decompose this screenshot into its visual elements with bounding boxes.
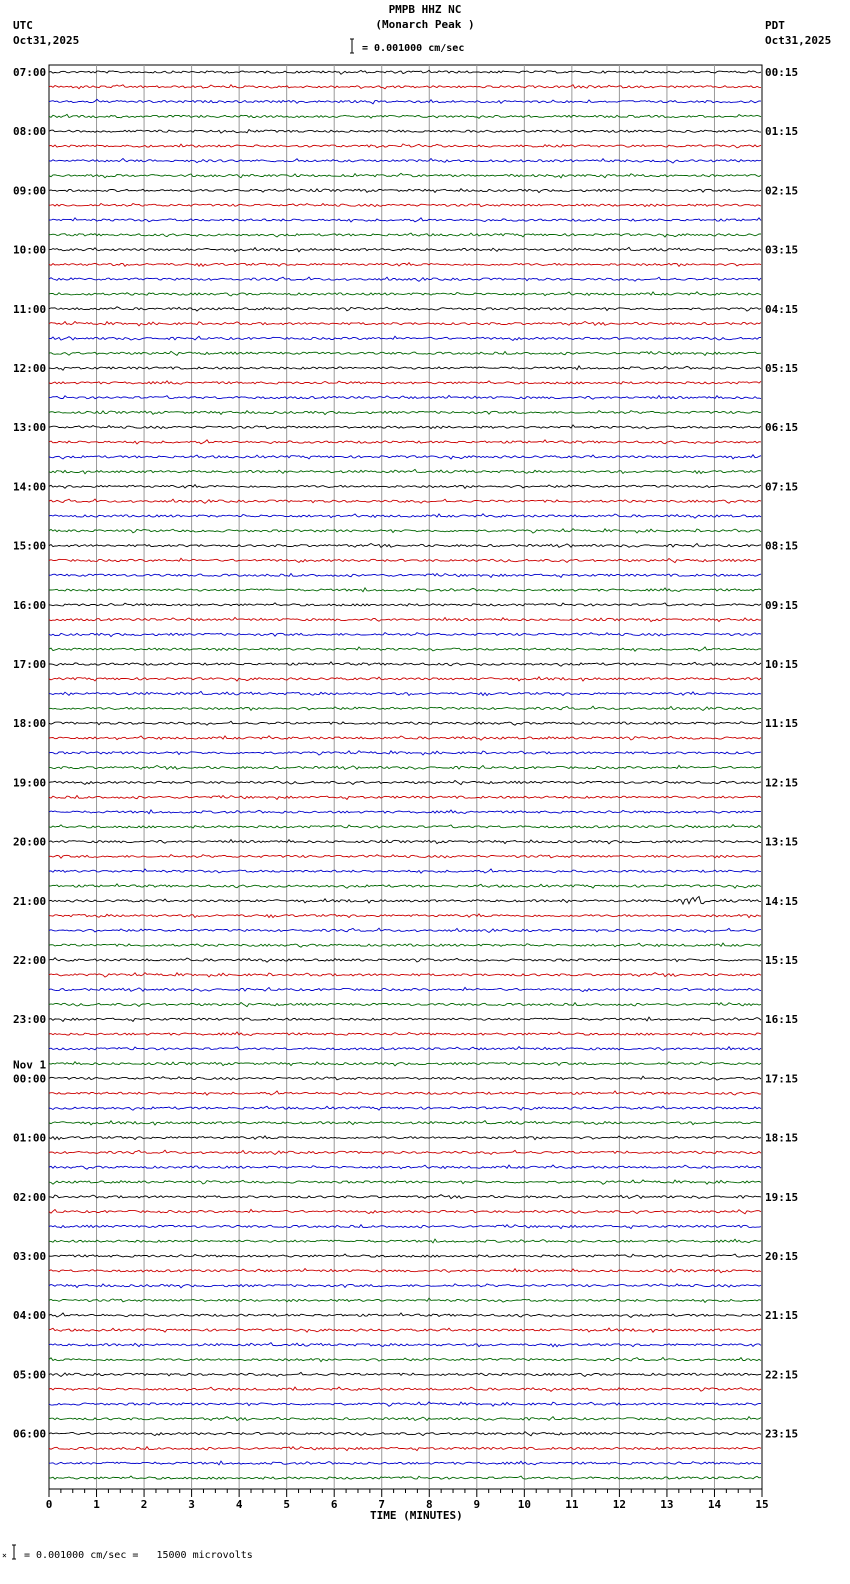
seismic-trace xyxy=(49,425,761,429)
seismic-trace xyxy=(49,603,761,606)
seismic-trace xyxy=(49,366,761,370)
seismic-trace xyxy=(49,469,761,473)
utc-time-label: 17:00 xyxy=(13,658,47,671)
seismic-trace xyxy=(49,588,761,592)
x-tick-label: 9 xyxy=(473,1498,481,1511)
seismic-trace xyxy=(49,897,761,905)
seismic-trace xyxy=(49,1387,761,1391)
seismic-trace xyxy=(49,1003,761,1007)
seismic-trace xyxy=(49,781,761,785)
seismic-trace xyxy=(49,1209,761,1213)
pdt-time-label: 00:15 xyxy=(765,66,799,79)
x-tick-label: 13 xyxy=(660,1498,674,1511)
seismic-trace xyxy=(49,1225,761,1229)
utc-time-label: 14:00 xyxy=(13,480,47,494)
seismic-trace xyxy=(49,1343,761,1347)
seismic-trace xyxy=(49,736,761,740)
seismic-trace xyxy=(49,869,761,873)
seismic-trace xyxy=(49,1357,761,1361)
seismic-trace xyxy=(49,1402,761,1406)
x-tick-label: 0 xyxy=(45,1498,53,1511)
seismic-trace xyxy=(49,85,761,89)
x-tick-label: 14 xyxy=(707,1498,722,1511)
seismic-trace xyxy=(49,130,761,134)
pdt-time-label: 11:15 xyxy=(765,717,799,731)
right-date: Oct31,2025 xyxy=(765,34,832,47)
utc-time-label: 10:00 xyxy=(13,243,47,257)
seismic-trace xyxy=(49,159,761,164)
pdt-time-label: 18:15 xyxy=(765,1131,799,1145)
station-title: PMPB HHZ NC xyxy=(388,3,462,16)
x-tick-label: 1 xyxy=(93,1498,100,1511)
pdt-time-label: 06:15 xyxy=(765,421,799,435)
pdt-time-label: 09:15 xyxy=(765,598,799,612)
seismic-trace xyxy=(49,144,761,148)
seismic-trace xyxy=(49,499,761,503)
seismic-trace xyxy=(49,928,761,932)
footer-scale-note: = 0.001000 cm/sec = 15000 microvolts xyxy=(24,1550,253,1561)
seismic-trace xyxy=(49,1165,761,1169)
seismic-trace xyxy=(49,189,761,193)
x-tick-label: 12 xyxy=(612,1498,627,1511)
x-tick-label: 3 xyxy=(188,1498,195,1511)
seismic-trace xyxy=(49,1313,761,1317)
seismic-trace xyxy=(49,840,761,844)
seismic-trace xyxy=(49,574,761,578)
x-axis-label: TIME (MINUTES) xyxy=(370,1509,463,1522)
left-date: Oct31,2025 xyxy=(13,34,80,47)
utc-time-label: 02:00 xyxy=(13,1190,47,1204)
seismic-trace xyxy=(49,691,761,695)
pdt-time-label: 21:15 xyxy=(765,1309,799,1323)
seismic-trace xyxy=(49,411,761,415)
utc-time-label: 20:00 xyxy=(13,835,47,849)
seismic-trace xyxy=(49,351,761,355)
seismic-trace xyxy=(49,544,761,548)
pdt-time-label: 07:15 xyxy=(765,480,799,494)
seismic-trace xyxy=(49,796,761,800)
utc-time-label: 04:00 xyxy=(13,1309,47,1323)
seismic-trace xyxy=(49,1062,761,1066)
seismic-trace xyxy=(49,1047,761,1051)
utc-time-label: 01:00 xyxy=(13,1131,47,1145)
pdt-time-label: 20:15 xyxy=(765,1250,799,1263)
utc-time-label: 12:00 xyxy=(13,362,47,375)
utc-time-label: 11:00 xyxy=(13,302,47,316)
utc-time-label: 13:00 xyxy=(13,421,47,435)
pdt-time-label: 04:15 xyxy=(765,302,799,316)
pdt-time-label: 01:15 xyxy=(765,125,799,139)
seismic-trace xyxy=(49,381,761,385)
seismic-trace xyxy=(49,1195,761,1199)
utc-time-label: 19:00 xyxy=(13,776,47,790)
seismic-trace xyxy=(49,1076,761,1080)
x-tick-label: 7 xyxy=(378,1498,386,1511)
seismic-trace xyxy=(49,247,761,251)
seismic-trace xyxy=(49,677,761,681)
utc-time-label: 22:00 xyxy=(13,954,47,967)
utc-time-label: 23:00 xyxy=(13,1013,47,1027)
seismic-trace xyxy=(49,884,761,888)
pdt-time-label: 16:15 xyxy=(765,1013,799,1027)
seismic-trace xyxy=(49,514,761,518)
scale-label: = 0.001000 cm/sec xyxy=(362,43,465,54)
seismic-trace xyxy=(49,1091,761,1095)
footer-mark: × xyxy=(2,1551,7,1560)
seismic-trace xyxy=(49,825,761,828)
pdt-time-label: 05:15 xyxy=(765,362,799,375)
x-tick-label: 10 xyxy=(517,1498,531,1511)
seismic-trace xyxy=(49,765,761,769)
seismic-trace xyxy=(49,558,761,562)
x-tick-label: 15 xyxy=(755,1498,769,1511)
pdt-time-label: 23:15 xyxy=(765,1427,799,1441)
seismic-trace xyxy=(49,855,761,859)
utc-time-label: 21:00 xyxy=(13,894,47,908)
pdt-time-label: 12:15 xyxy=(765,776,799,790)
seismic-trace xyxy=(49,1121,761,1125)
seismic-trace xyxy=(49,943,761,947)
pdt-time-label: 08:15 xyxy=(765,539,799,553)
seismic-trace xyxy=(49,233,761,237)
seismic-trace xyxy=(49,203,761,206)
seismic-trace xyxy=(49,277,761,281)
pdt-time-label: 10:15 xyxy=(765,658,799,671)
utc-time-label: 15:00 xyxy=(13,539,47,553)
pdt-time-label: 02:15 xyxy=(765,184,799,198)
seismic-trace xyxy=(49,721,761,725)
utc-time-label: 08:00 xyxy=(13,125,47,139)
seismic-trace xyxy=(49,263,761,267)
seismic-trace xyxy=(49,322,761,326)
pdt-time-label: 03:15 xyxy=(765,243,799,257)
seismic-trace xyxy=(49,1447,761,1451)
seismic-trace xyxy=(49,1461,761,1465)
seismic-trace xyxy=(49,987,761,991)
utc-time-label: 09:00 xyxy=(13,184,47,198)
seismic-trace xyxy=(49,485,761,489)
pdt-time-label: 17:15 xyxy=(765,1072,799,1086)
x-tick-label: 5 xyxy=(283,1498,290,1511)
seismic-trace xyxy=(49,1136,761,1140)
seismic-trace xyxy=(49,1106,761,1110)
seismic-trace xyxy=(49,1239,761,1243)
seismic-trace xyxy=(49,914,761,918)
seismic-trace xyxy=(49,662,761,666)
pdt-time-label: 14:15 xyxy=(765,894,799,908)
seismic-trace xyxy=(49,751,761,755)
seismic-trace xyxy=(49,633,761,637)
utc-time-label: 16:00 xyxy=(13,598,47,612)
seismic-trace xyxy=(49,114,761,118)
right-timezone: PDT xyxy=(765,19,785,32)
pdt-time-label: 13:15 xyxy=(765,835,799,849)
seismic-trace xyxy=(49,958,761,962)
seismic-trace xyxy=(49,99,761,103)
seismic-trace xyxy=(49,455,761,459)
seismic-trace xyxy=(49,529,761,533)
seismic-trace xyxy=(49,70,761,74)
seismic-trace xyxy=(49,395,761,399)
seismic-trace xyxy=(49,617,761,621)
seismic-trace xyxy=(49,440,761,444)
seismic-trace xyxy=(49,810,761,814)
x-tick-label: 8 xyxy=(425,1498,433,1511)
utc-time-label: 05:00 xyxy=(13,1368,47,1382)
seismic-trace xyxy=(49,173,761,178)
seismic-trace xyxy=(49,1269,761,1273)
seismic-trace xyxy=(49,1372,761,1376)
date-change-label: Nov 1 xyxy=(13,1058,47,1072)
seismic-trace xyxy=(49,1417,761,1421)
seismic-trace xyxy=(49,647,761,651)
seismic-trace xyxy=(49,1032,761,1036)
seismic-trace xyxy=(49,1180,761,1184)
pdt-time-label: 22:15 xyxy=(765,1368,799,1382)
seismic-trace xyxy=(49,1017,761,1021)
seismic-trace xyxy=(49,218,761,222)
seismic-trace xyxy=(49,336,761,340)
x-tick-label: 11 xyxy=(565,1498,579,1511)
seismic-trace xyxy=(49,292,761,296)
pdt-time-label: 19:15 xyxy=(765,1190,799,1204)
utc-time-label: 07:00 xyxy=(13,66,47,79)
seismic-trace xyxy=(49,706,761,710)
utc-time-label: 03:00 xyxy=(13,1250,47,1263)
seismic-trace xyxy=(49,973,761,977)
seismic-trace xyxy=(49,1284,761,1288)
left-timezone: UTC xyxy=(13,19,33,32)
seismic-trace xyxy=(49,1432,761,1436)
utc-time-label: 06:00 xyxy=(13,1427,47,1441)
seismic-trace xyxy=(49,1150,761,1154)
seismic-trace xyxy=(49,1328,761,1332)
x-tick-label: 2 xyxy=(140,1498,148,1511)
seismic-trace xyxy=(49,1298,761,1302)
utc-time-label: 18:00 xyxy=(13,717,47,731)
utc-time-label: 00:00 xyxy=(13,1072,47,1086)
x-tick-label: 4 xyxy=(235,1498,243,1511)
seismic-trace xyxy=(49,307,761,311)
x-tick-label: 6 xyxy=(330,1498,338,1511)
pdt-time-label: 15:15 xyxy=(765,954,799,967)
seismic-trace xyxy=(49,1476,761,1479)
station-location: (Monarch Peak ) xyxy=(375,18,475,31)
seismic-trace xyxy=(49,1254,761,1257)
